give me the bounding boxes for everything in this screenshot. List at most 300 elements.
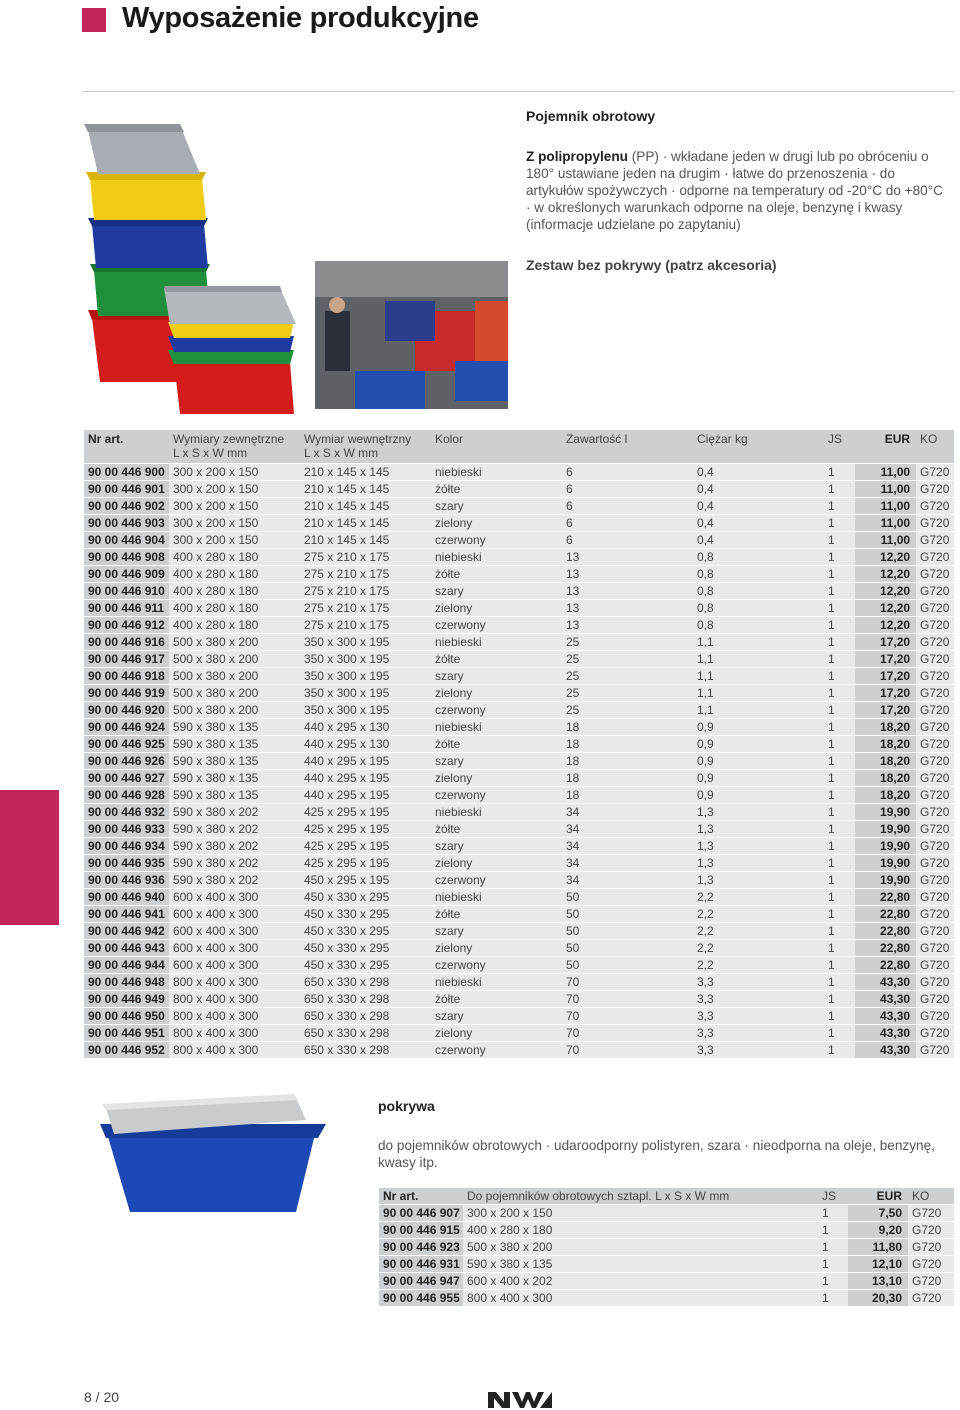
table-row-cell: 1,3 bbox=[693, 855, 824, 872]
lid-row-cell: 800 x 400 x 300 bbox=[463, 1290, 818, 1307]
table-row-cell: G720 bbox=[916, 515, 954, 532]
table-row-cell: żółte bbox=[431, 736, 562, 753]
table-row bbox=[84, 617, 954, 634]
table-row-cell: 70 bbox=[562, 1008, 693, 1025]
table-row-cell: 90 00 446 903 bbox=[84, 515, 169, 532]
table-row-cell: 800 x 400 x 300 bbox=[169, 974, 300, 991]
side-accent-bar bbox=[0, 790, 59, 925]
table-row-cell: 0,9 bbox=[693, 787, 824, 804]
lid-row-cell: 600 x 400 x 202 bbox=[463, 1273, 818, 1290]
table-row-cell: 210 x 145 x 145 bbox=[300, 532, 431, 549]
table-row-cell: 650 x 330 x 298 bbox=[300, 991, 431, 1008]
table-row-cell: 0,9 bbox=[693, 770, 824, 787]
table-row-cell: 18,20 bbox=[855, 787, 916, 804]
lid-col-nr: Nr art. bbox=[379, 1188, 463, 1205]
page-number: 8 / 20 bbox=[84, 1389, 120, 1405]
table-row-cell: G720 bbox=[916, 566, 954, 583]
table-row-cell: G720 bbox=[916, 651, 954, 668]
table-row-cell: 25 bbox=[562, 685, 693, 702]
table-row-cell: 13 bbox=[562, 566, 693, 583]
header-divider bbox=[82, 91, 954, 92]
table-row-cell: 800 x 400 x 300 bbox=[169, 1025, 300, 1042]
table-row-cell: 1 bbox=[824, 617, 855, 634]
lid-row-cell: 9,20 bbox=[848, 1222, 908, 1239]
table-row-cell: 1 bbox=[824, 515, 855, 532]
lid-row-cell: 1 bbox=[818, 1239, 848, 1256]
table-row-cell: 1,1 bbox=[693, 634, 824, 651]
lid-row-cell: 590 x 380 x 135 bbox=[463, 1256, 818, 1273]
table-row-cell: 70 bbox=[562, 1025, 693, 1042]
table-row-cell: 500 x 380 x 200 bbox=[169, 668, 300, 685]
table-row-cell: 450 x 330 x 295 bbox=[300, 889, 431, 906]
table-row-cell: 43,30 bbox=[855, 1008, 916, 1025]
table-row-cell: 43,30 bbox=[855, 1042, 916, 1059]
table-row-cell: 90 00 446 916 bbox=[84, 634, 169, 651]
table-row-cell: czerwony bbox=[431, 957, 562, 974]
lid-col-ko: KO bbox=[908, 1188, 954, 1205]
table-row-cell: 1 bbox=[824, 464, 855, 481]
lid-row-cell: 11,80 bbox=[848, 1239, 908, 1256]
table-row-cell: 18 bbox=[562, 787, 693, 804]
table-row-cell: G720 bbox=[916, 957, 954, 974]
table-row bbox=[84, 906, 954, 923]
table-row-cell: 3,3 bbox=[693, 974, 824, 991]
table-row-cell: 590 x 380 x 135 bbox=[169, 736, 300, 753]
table-row-cell: zielony bbox=[431, 515, 562, 532]
table-row-cell: zielony bbox=[431, 685, 562, 702]
table-row-cell: 11,00 bbox=[855, 464, 916, 481]
table-row-cell: 1 bbox=[824, 736, 855, 753]
table-row-cell: 300 x 200 x 150 bbox=[169, 481, 300, 498]
table-row-cell: 1 bbox=[824, 872, 855, 889]
table-row bbox=[84, 838, 954, 855]
table-row bbox=[84, 940, 954, 957]
table-row bbox=[84, 549, 954, 566]
table-row-cell: 0,4 bbox=[693, 532, 824, 549]
col-outer-line1: Wymiary zewnętrzne bbox=[172, 432, 285, 446]
table-row-cell: G720 bbox=[916, 855, 954, 872]
table-row-cell: 90 00 446 941 bbox=[84, 906, 169, 923]
table-row bbox=[84, 787, 954, 804]
table-row-cell: zielony bbox=[431, 855, 562, 872]
lid-row bbox=[379, 1222, 954, 1239]
table-row-cell: 6 bbox=[562, 464, 693, 481]
table-row-cell: czerwony bbox=[431, 532, 562, 549]
lid-row bbox=[379, 1273, 954, 1290]
table-row-cell: 425 x 295 x 195 bbox=[300, 804, 431, 821]
table-row-cell: 300 x 200 x 150 bbox=[169, 464, 300, 481]
table-row-cell: G720 bbox=[916, 498, 954, 515]
table-row-cell: 450 x 330 x 295 bbox=[300, 957, 431, 974]
table-row-cell: zielony bbox=[431, 1025, 562, 1042]
table-row bbox=[84, 515, 954, 532]
table-row-cell: szary bbox=[431, 923, 562, 940]
table-row-cell: 18 bbox=[562, 719, 693, 736]
table-row-cell: 1,3 bbox=[693, 821, 824, 838]
table-row-cell: 300 x 200 x 150 bbox=[169, 498, 300, 515]
table-row-cell: 18 bbox=[562, 753, 693, 770]
col-inner-line1: Wymiar wewnętrzny bbox=[303, 432, 412, 446]
lid-table bbox=[379, 1188, 954, 1307]
table-row-cell: 2,2 bbox=[693, 940, 824, 957]
table-row-cell: 350 x 300 x 195 bbox=[300, 668, 431, 685]
table-row-cell: 90 00 446 924 bbox=[84, 719, 169, 736]
table-row-cell: 1 bbox=[824, 906, 855, 923]
table-row-cell: G720 bbox=[916, 940, 954, 957]
table-row-cell: 275 x 210 x 175 bbox=[300, 549, 431, 566]
table-row-cell: 1 bbox=[824, 549, 855, 566]
table-row-cell: 25 bbox=[562, 702, 693, 719]
workshop-photo bbox=[315, 261, 508, 409]
table-row-cell: 440 x 295 x 195 bbox=[300, 770, 431, 787]
table-row-cell: 2,2 bbox=[693, 889, 824, 906]
table-row-cell: 17,20 bbox=[855, 685, 916, 702]
table-row-cell: 1 bbox=[824, 889, 855, 906]
table-row-cell: 400 x 280 x 180 bbox=[169, 600, 300, 617]
table-row-cell: żółte bbox=[431, 651, 562, 668]
table-row-cell: czerwony bbox=[431, 1042, 562, 1059]
table-row bbox=[84, 855, 954, 872]
table-row-cell: szary bbox=[431, 668, 562, 685]
table-row bbox=[84, 464, 954, 481]
table-row-cell: 6 bbox=[562, 532, 693, 549]
table-row-cell: 2,2 bbox=[693, 906, 824, 923]
table-row-cell: 1 bbox=[824, 498, 855, 515]
table-row-cell: 400 x 280 x 180 bbox=[169, 617, 300, 634]
table-row-cell: G720 bbox=[916, 702, 954, 719]
table-row-cell: 500 x 380 x 200 bbox=[169, 702, 300, 719]
lid-row-cell: G720 bbox=[908, 1256, 954, 1273]
table-row-cell: 400 x 280 x 180 bbox=[169, 583, 300, 600]
table-row bbox=[84, 481, 954, 498]
table-row-cell: 440 x 295 x 195 bbox=[300, 787, 431, 804]
table-row-cell: 90 00 446 932 bbox=[84, 804, 169, 821]
table-row-cell: 90 00 446 943 bbox=[84, 940, 169, 957]
table-row bbox=[84, 872, 954, 889]
table-row-cell: 600 x 400 x 300 bbox=[169, 923, 300, 940]
table-row-cell: 90 00 446 908 bbox=[84, 549, 169, 566]
table-row-cell: szary bbox=[431, 583, 562, 600]
table-row-cell: 1,3 bbox=[693, 804, 824, 821]
table-row-cell: 800 x 400 x 300 bbox=[169, 1008, 300, 1025]
table-row-cell: 12,20 bbox=[855, 566, 916, 583]
company-logo bbox=[488, 1390, 552, 1410]
table-row-cell: 1 bbox=[824, 702, 855, 719]
table-row-cell: 400 x 280 x 180 bbox=[169, 566, 300, 583]
table-row-cell: 1,3 bbox=[693, 872, 824, 889]
table-row-cell: 450 x 295 x 195 bbox=[300, 872, 431, 889]
table-row-cell: 90 00 446 948 bbox=[84, 974, 169, 991]
table-row-cell: 1 bbox=[824, 719, 855, 736]
table-row-cell: 210 x 145 x 145 bbox=[300, 481, 431, 498]
table-row-cell: G720 bbox=[916, 685, 954, 702]
table-row bbox=[84, 583, 954, 600]
table-row-cell: szary bbox=[431, 1008, 562, 1025]
table-row-cell: 18,20 bbox=[855, 770, 916, 787]
table-row-cell: 210 x 145 x 145 bbox=[300, 498, 431, 515]
table-row-cell: G720 bbox=[916, 464, 954, 481]
table-row-cell: 600 x 400 x 300 bbox=[169, 940, 300, 957]
table-row-cell: G720 bbox=[916, 736, 954, 753]
table-row-cell: 275 x 210 x 175 bbox=[300, 566, 431, 583]
lid-row bbox=[379, 1256, 954, 1273]
table-row-cell: 6 bbox=[562, 515, 693, 532]
table-row-cell: 440 x 295 x 130 bbox=[300, 719, 431, 736]
table-row-cell: 18,20 bbox=[855, 719, 916, 736]
table-row-cell: zielony bbox=[431, 940, 562, 957]
table-row-cell: niebieski bbox=[431, 719, 562, 736]
table-row bbox=[84, 974, 954, 991]
table-row bbox=[84, 1042, 954, 1059]
col-ko: KO bbox=[916, 430, 954, 464]
table-row-cell: G720 bbox=[916, 634, 954, 651]
table-row-cell: żółte bbox=[431, 906, 562, 923]
table-row-cell: G720 bbox=[916, 583, 954, 600]
table-row-cell: 22,80 bbox=[855, 889, 916, 906]
table-row-cell: 22,80 bbox=[855, 940, 916, 957]
lid-row-cell: 90 00 446 931 bbox=[379, 1256, 463, 1273]
table-row bbox=[84, 957, 954, 974]
table-row-cell: 90 00 446 952 bbox=[84, 1042, 169, 1059]
table-row-cell: 590 x 380 x 135 bbox=[169, 787, 300, 804]
table-row-cell: 1 bbox=[824, 974, 855, 991]
lid-row-cell: 400 x 280 x 180 bbox=[463, 1222, 818, 1239]
table-row-cell: czerwony bbox=[431, 617, 562, 634]
table-row bbox=[84, 804, 954, 821]
table-row-cell: 90 00 446 920 bbox=[84, 702, 169, 719]
table-row-cell: 210 x 145 x 145 bbox=[300, 464, 431, 481]
table-row-cell: 590 x 380 x 202 bbox=[169, 821, 300, 838]
table-row-cell: 0,9 bbox=[693, 753, 824, 770]
table-row-cell: zielony bbox=[431, 600, 562, 617]
table-row-cell: 1 bbox=[824, 855, 855, 872]
table-row-cell: 1 bbox=[824, 481, 855, 498]
table-row bbox=[84, 532, 954, 549]
table-row-cell: 50 bbox=[562, 940, 693, 957]
table-row-cell: 25 bbox=[562, 668, 693, 685]
table-row-cell: G720 bbox=[916, 991, 954, 1008]
lid-row-cell: 90 00 446 907 bbox=[379, 1205, 463, 1222]
table-row-cell: G720 bbox=[916, 872, 954, 889]
table-row-cell: 11,00 bbox=[855, 481, 916, 498]
lid-row-cell: 12,10 bbox=[848, 1256, 908, 1273]
table-row-cell: szary bbox=[431, 753, 562, 770]
table-row-cell: G720 bbox=[916, 719, 954, 736]
table-row-cell: 800 x 400 x 300 bbox=[169, 1042, 300, 1059]
lid-col-js: JS bbox=[818, 1188, 848, 1205]
table-row-cell: 400 x 280 x 180 bbox=[169, 549, 300, 566]
table-row bbox=[84, 498, 954, 515]
table-row-cell: 1 bbox=[824, 634, 855, 651]
table-row-cell: 1 bbox=[824, 770, 855, 787]
lid-row-cell: 90 00 446 955 bbox=[379, 1290, 463, 1307]
table-row-cell: niebieski bbox=[431, 974, 562, 991]
table-row-cell: 19,90 bbox=[855, 804, 916, 821]
table-row-cell: 70 bbox=[562, 1042, 693, 1059]
lid-row-cell: 1 bbox=[818, 1290, 848, 1307]
table-row-cell: 1 bbox=[824, 923, 855, 940]
table-row bbox=[84, 634, 954, 651]
table-row-cell: 12,20 bbox=[855, 617, 916, 634]
table-row-cell: 90 00 446 912 bbox=[84, 617, 169, 634]
table-row-cell: 0,8 bbox=[693, 617, 824, 634]
table-row-cell: 90 00 446 942 bbox=[84, 923, 169, 940]
table-row-cell: G720 bbox=[916, 617, 954, 634]
table-row-cell: 1 bbox=[824, 600, 855, 617]
table-row-cell: 90 00 446 928 bbox=[84, 787, 169, 804]
table-row-cell: 11,00 bbox=[855, 532, 916, 549]
table-row-cell: 19,90 bbox=[855, 872, 916, 889]
table-row-cell: 34 bbox=[562, 804, 693, 821]
table-row-cell: 1 bbox=[824, 1025, 855, 1042]
table-row-cell: 450 x 330 x 295 bbox=[300, 923, 431, 940]
table-row-cell: 1 bbox=[824, 991, 855, 1008]
table-row-cell: niebieski bbox=[431, 634, 562, 651]
table-row-cell: 90 00 446 918 bbox=[84, 668, 169, 685]
table-row-cell: 425 x 295 x 195 bbox=[300, 855, 431, 872]
lid-row-cell: G720 bbox=[908, 1222, 954, 1239]
table-row-cell: 590 x 380 x 202 bbox=[169, 838, 300, 855]
table-row-cell: 590 x 380 x 135 bbox=[169, 753, 300, 770]
table-row bbox=[84, 685, 954, 702]
table-row-cell: żółte bbox=[431, 481, 562, 498]
table-row-cell: 90 00 446 950 bbox=[84, 1008, 169, 1025]
table-row-cell: G720 bbox=[916, 1008, 954, 1025]
table-row-cell: 1 bbox=[824, 1008, 855, 1025]
table-row-cell: 1,1 bbox=[693, 668, 824, 685]
table-row-cell: 34 bbox=[562, 821, 693, 838]
table-row-cell: niebieski bbox=[431, 464, 562, 481]
table-row-cell: 650 x 330 x 298 bbox=[300, 1025, 431, 1042]
table-row-cell: G720 bbox=[916, 481, 954, 498]
lid-row-cell: 7,50 bbox=[848, 1205, 908, 1222]
lid-row bbox=[379, 1239, 954, 1256]
table-row-cell: G720 bbox=[916, 838, 954, 855]
table-row-cell: 0,9 bbox=[693, 719, 824, 736]
lid-crate-image bbox=[96, 1094, 330, 1220]
lid-row bbox=[379, 1205, 954, 1222]
table-row bbox=[84, 668, 954, 685]
lid-row-cell: 1 bbox=[818, 1222, 848, 1239]
table-row-cell: 90 00 446 935 bbox=[84, 855, 169, 872]
table-row-cell: 0,8 bbox=[693, 600, 824, 617]
table-row-cell: 1 bbox=[824, 940, 855, 957]
table-row-cell: G720 bbox=[916, 668, 954, 685]
lid-row bbox=[379, 1290, 954, 1307]
table-row-cell: G720 bbox=[916, 906, 954, 923]
desc-text: (PP) · wkładane jeden w drugi lub po obróceniu o 180° ustawiane jeden na drugim · łatwe do przenoszenia · do artykułów spożywczych · odporne na temperatury od -20°C do +80°C · w określonych warunkach odporne na oleje, benzynę i kwasy (informacje udzielane po zapytaniu) bbox=[526, 149, 943, 232]
lid-row-cell: G720 bbox=[908, 1290, 954, 1307]
table-row-cell: 90 00 446 900 bbox=[84, 464, 169, 481]
page-title: Wyposażenie produkcyjne bbox=[122, 2, 479, 34]
lid-row-cell: G720 bbox=[908, 1273, 954, 1290]
table-row bbox=[84, 719, 954, 736]
table-row-cell: 500 x 380 x 200 bbox=[169, 651, 300, 668]
col-color: Kolor bbox=[431, 430, 562, 464]
table-row-cell: 90 00 446 927 bbox=[84, 770, 169, 787]
table-row-cell: 34 bbox=[562, 838, 693, 855]
col-outer-line2: L x S x W mm bbox=[172, 446, 248, 460]
table-row-cell: 90 00 446 910 bbox=[84, 583, 169, 600]
lid-col-for: Do pojemników obrotowych sztapl. L x S x W mm bbox=[463, 1188, 818, 1205]
table-row-cell: 590 x 380 x 202 bbox=[169, 855, 300, 872]
table-row-cell: G720 bbox=[916, 787, 954, 804]
table-row bbox=[84, 1025, 954, 1042]
table-row-cell: 0,9 bbox=[693, 736, 824, 753]
table-row-cell: 210 x 145 x 145 bbox=[300, 515, 431, 532]
table-row-cell: 450 x 330 x 295 bbox=[300, 906, 431, 923]
table-row-cell: 600 x 400 x 300 bbox=[169, 957, 300, 974]
table-row-cell: 1 bbox=[824, 651, 855, 668]
table-row bbox=[84, 753, 954, 770]
table-row-cell: 17,20 bbox=[855, 702, 916, 719]
col-inner bbox=[300, 430, 431, 464]
lid-col-eur: EUR bbox=[848, 1188, 908, 1205]
table-row-cell: 590 x 380 x 135 bbox=[169, 770, 300, 787]
table-row-cell: 3,3 bbox=[693, 991, 824, 1008]
table-row-cell: 25 bbox=[562, 634, 693, 651]
table-row-cell: 90 00 446 909 bbox=[84, 566, 169, 583]
lid-row-cell: G720 bbox=[908, 1205, 954, 1222]
table-row-cell: 650 x 330 x 298 bbox=[300, 1008, 431, 1025]
table-row-cell: 600 x 400 x 300 bbox=[169, 889, 300, 906]
table-row-cell: 650 x 330 x 298 bbox=[300, 974, 431, 991]
table-row-cell: 6 bbox=[562, 481, 693, 498]
lid-row-cell: 20,30 bbox=[848, 1290, 908, 1307]
table-row-cell: żółte bbox=[431, 821, 562, 838]
table-row-cell: 650 x 330 x 298 bbox=[300, 1042, 431, 1059]
lid-row-cell: 1 bbox=[818, 1205, 848, 1222]
table-row-cell: 1 bbox=[824, 838, 855, 855]
table-row-cell: 350 x 300 x 195 bbox=[300, 702, 431, 719]
table-row-cell: szary bbox=[431, 838, 562, 855]
table-row-cell: żółte bbox=[431, 991, 562, 1008]
table-row-cell: 90 00 446 936 bbox=[84, 872, 169, 889]
table-row-cell: 17,20 bbox=[855, 651, 916, 668]
table-row-cell: czerwony bbox=[431, 872, 562, 889]
table-row-cell: 50 bbox=[562, 923, 693, 940]
table-row-cell: 300 x 200 x 150 bbox=[169, 515, 300, 532]
table-row-cell: G720 bbox=[916, 600, 954, 617]
col-capacity: Zawartość l bbox=[562, 430, 693, 464]
table-row-cell: 19,90 bbox=[855, 855, 916, 872]
table-row-cell: 1 bbox=[824, 804, 855, 821]
table-row-cell: 0,8 bbox=[693, 566, 824, 583]
col-inner-line2: L x S x W mm bbox=[303, 446, 379, 460]
table-row-cell: 50 bbox=[562, 957, 693, 974]
lid-row-cell: 1 bbox=[818, 1273, 848, 1290]
table-row-cell: 18 bbox=[562, 736, 693, 753]
table-row-cell: 0,8 bbox=[693, 583, 824, 600]
table-row-cell: G720 bbox=[916, 1042, 954, 1059]
lid-row-cell: 500 x 380 x 200 bbox=[463, 1239, 818, 1256]
table-row-cell: 11,00 bbox=[855, 515, 916, 532]
table-row-cell: 90 00 446 902 bbox=[84, 498, 169, 515]
table-row bbox=[84, 736, 954, 753]
table-row-cell: 440 x 295 x 130 bbox=[300, 736, 431, 753]
table-row bbox=[84, 889, 954, 906]
table-row-cell: 1 bbox=[824, 685, 855, 702]
table-row-cell: 70 bbox=[562, 974, 693, 991]
table-row-cell: 275 x 210 x 175 bbox=[300, 617, 431, 634]
table-row-cell: 2,2 bbox=[693, 957, 824, 974]
table-row-cell: 500 x 380 x 200 bbox=[169, 685, 300, 702]
table-row-cell: G720 bbox=[916, 804, 954, 821]
lid-header-row bbox=[379, 1188, 954, 1205]
desc-material: Z polipropylenu bbox=[526, 149, 628, 164]
table-row bbox=[84, 1008, 954, 1025]
table-row-cell: 1 bbox=[824, 787, 855, 804]
